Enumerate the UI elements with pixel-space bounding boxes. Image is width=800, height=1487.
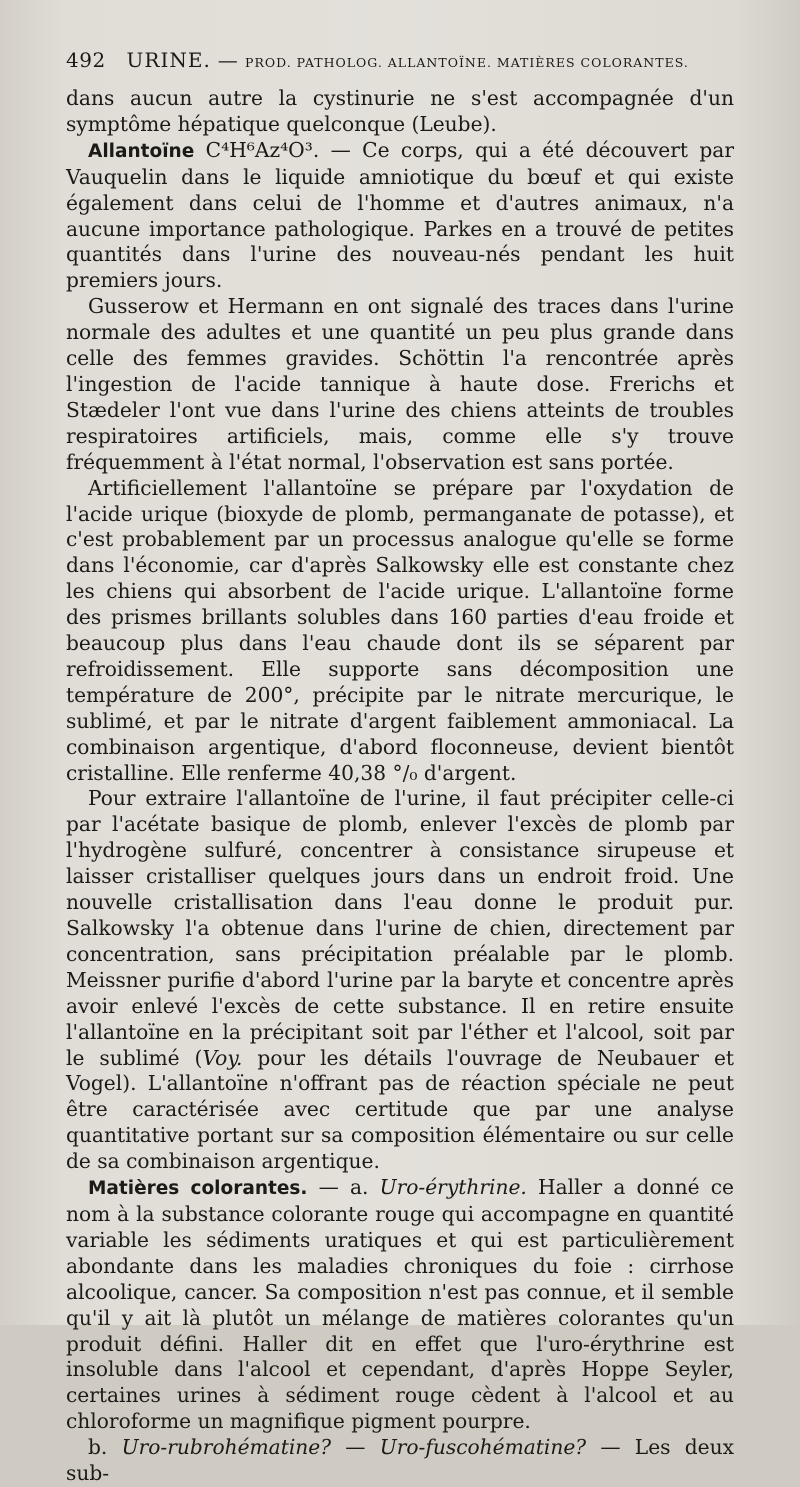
paragraph-extraction: [66, 786, 734, 1175]
term-uro-erythrine: Uro-érythrine.: [379, 1175, 527, 1200]
page-number: 492: [66, 48, 106, 72]
subsection-title: PROD. PATHOLOG. ALLANTOÏNE. MATIÈRES COLORANTES.: [245, 55, 689, 70]
paragraph-gusserow: Gusserow et Hermann en ont signalé des traces dans l'urine normale des adultes et une quantité un peu plus grande dans celle des femmes gravides. Schöttin l'a rencontrée après l'ingestion de l'acide tannique à haute dose. Frerichs et Stædeler l'ont vue dans l'urine des chiens atteints de troubles respiratoires artificiels, mais, comme elle s'y trouve fréquemment à l'état normal, l'observation est sans portée.: [66, 294, 734, 474]
paragraph-allantoine: [66, 138, 734, 294]
paragraph-uro-hematine: [66, 1435, 734, 1487]
heading-allantoine: Allantoïne: [88, 140, 195, 162]
paragraph-matieres-colorantes: [66, 1175, 734, 1435]
term-uro-fuscohematine: Uro-fuscohématine?: [379, 1435, 587, 1460]
paragraph-colorantes-a: — a.: [307, 1175, 380, 1200]
reference-voy: Voy.: [202, 1045, 243, 1070]
paragraph-hematine-b: —: [331, 1435, 380, 1460]
paragraph-extraction-text-a: Pour extraire l'allantoïne de l'urine, il faut précipiter celle-ci par l'acétate basique de plomb, enlever l'excès de plomb par l'hydrogène sulfuré, concentrer à consistance sirupeuse et laisser cristalliser quelques jours dans un endroit froid. Une nouvelle cristallisation dans l'eau donne le produit pur. Salkowsky l'a obtenue dans l'urine de chien, directement par concentration, sans précipitation préalable par le plomb. Meissner purifie d'abord l'urine par la baryte et concentre après avoir enlevé l'excès de cette substance. Il en retire ensuite l'allantoïne en la précipitant soit par l'éther et l'alcool, soit par le sublimé (: [66, 786, 734, 1070]
paragraph-colorantes-b: Haller a donné ce nom à la substance colorante rouge qui accompagne en quantité variable les sédiments uratiques et qui est particulièrement abondante dans les maladies chroniques du foie : cirrhose alcoolique, cancer. Sa composition n'est pas connue, et il semble qu'il y ait là plutôt un mélange de matières colorantes qu'un produit défini. Haller dit en effet que l'uro-érythrine est insoluble dans l'alcool et cependant, d'après Hoppe Seyler, certaines urines à sédiment rouge cèdent à l'alcool et au chloroforme un magnifique pigment pourpre.: [66, 1175, 734, 1434]
paragraph-allantoine-text: C⁴H⁶Az⁴O³. — Ce corps, qui a été découvert par Vauquelin dans le liquide amniotique du bœuf et qui existe également dans celui de l'homme et d'autres animaux, n'a aucune importance pathologique. Parkes en a trouvé de petites quantités dans l'urine des nouveau-nés pendant les huit premiers jours.: [66, 137, 734, 293]
page-body: [66, 86, 734, 1487]
section-title: URINE.: [126, 48, 211, 72]
paragraph-extraction-text-b: pour les détails l'ouvrage de Neubauer et Vogel). L'allantoïne n'offrant pas de réaction spéciale ne peut être caractérisée avec certitude que par une analyse quantitative portant sur sa composition élémentaire ou sur celle de sa combinaison argentique.: [66, 1045, 734, 1174]
header-separator: —: [217, 48, 239, 72]
running-header: [66, 48, 746, 72]
paragraph-hematine-a: b.: [88, 1435, 122, 1460]
paragraph-continuation: dans aucun autre la cystinurie ne s'est accompagnée d'un symptôme hépatique quelconque (Leube).: [66, 86, 734, 136]
heading-matieres-colorantes: Matières colorantes.: [88, 1178, 308, 1200]
term-uro-rubrohematine: Uro-rubrohématine?: [121, 1435, 332, 1460]
paragraph-artificiellement: Artificiellement l'allantoïne se prépare par l'oxydation de l'acide urique (bioxyde de plomb, permanganate de potasse), et c'est probablement par un processus analogue qu'elle se forme dans l'économie, car d'après Salkowsky elle est constante chez les chiens qui absorbent de l'acide urique. L'allantoïne forme des prismes brillants solubles dans 160 parties d'eau froide et beaucoup plus dans l'eau chaude dont ils se séparent par refroidissement. Elle supporte sans décomposition une température de 200°, précipite par le nitrate mercurique, le sublimé, et par le nitrate d'argent faiblement ammoniacal. La combinaison argentique, d'abord floconneuse, devient bientôt cristalline. Elle renferme 40,38 °/₀ d'argent.: [66, 475, 734, 785]
paragraph-hematine-c: — Les deux sub-: [66, 1435, 734, 1486]
